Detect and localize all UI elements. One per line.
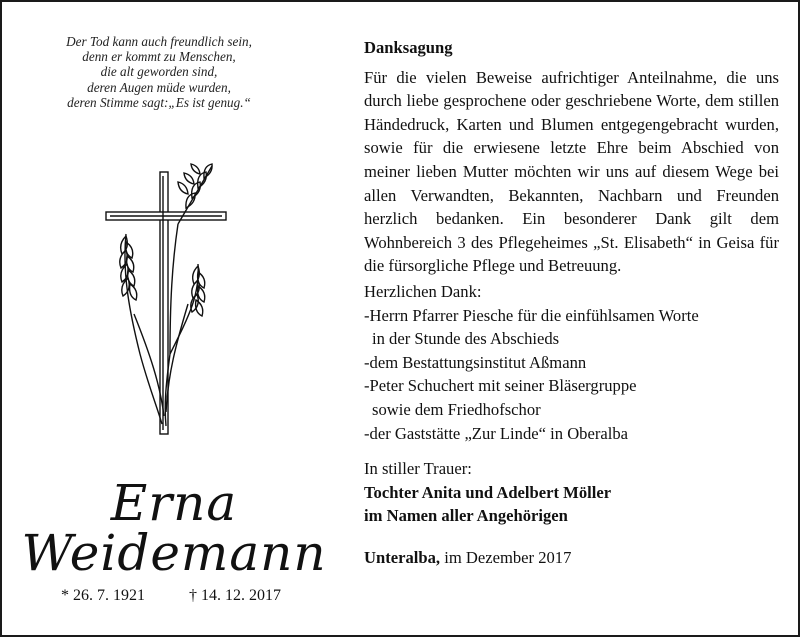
birth-date: * 26. 7. 1921 xyxy=(61,587,145,604)
death-date: † 14. 12. 2017 xyxy=(189,587,281,604)
place-name: Unteralba, xyxy=(364,547,441,567)
heading-danksagung: Danksagung xyxy=(364,38,453,57)
mourners-line-1: Tochter Anita und Adelbert Möller xyxy=(364,482,612,502)
list-item: in der Stunde des Abschieds xyxy=(372,329,560,349)
thanks-paragraph: Für die vielen Beweise aufrichtiger Anteilnahme, die uns durch liebe gesprochene oder geschriebene Worte, dem stillen Händedruck, Karten und Blumen entgegengebracht wurden, sowie für die erwiesene letzte Ehre beim Abschied von meiner lieben Mutter möchten wir uns auf diesem Wege bei allen Verwandten, Bekannten, Nachbarn und Freunden herzlich bedanken. Ein besonderer Dank gilt dem Wohnbereich 3 des Pflegeheimes „St. Elisabeth“ in Geisa für die fürsorgliche Pflege und Betreuung. xyxy=(364,67,779,276)
list-item: -der Gaststätte „Zur Linde“ in Oberalba xyxy=(364,423,629,443)
mourners-line-2: im Namen aller Angehörigen xyxy=(364,506,568,526)
place-date-line xyxy=(364,546,779,570)
cross-with-wheat-icon xyxy=(100,154,250,444)
list-item: -Peter Schuchert mit seiner Bläsergruppe xyxy=(364,376,637,396)
poem-line: deren Augen müde wurden, xyxy=(87,79,231,95)
poem-line: Der Tod kann auch freundlich sein, xyxy=(66,34,252,49)
poem-line: die alt geworden sind, xyxy=(100,64,218,80)
date-text: im Dezember 2017 xyxy=(440,547,572,567)
deceased-last-name: Weidemann xyxy=(21,524,327,582)
list-item: sowie dem Friedhofschor xyxy=(372,399,541,419)
poem xyxy=(4,34,314,110)
list-item: -dem Bestattungsinstitut Aßmann xyxy=(364,352,587,372)
left-column xyxy=(4,4,352,635)
thanks-title: Herzlichen Dank: xyxy=(364,281,482,301)
poem-line: denn er kommt zu Menschen, xyxy=(82,49,236,65)
poem-line: deren Stimme sagt:„Es ist genug.“ xyxy=(67,94,251,110)
right-column xyxy=(364,36,779,569)
deceased-first-name: Erna xyxy=(110,474,238,532)
mourning-title: In stiller Trauer: xyxy=(364,459,472,479)
thanks-list xyxy=(364,304,779,446)
list-item: -Herrn Pfarrer Piesche für die einfühlsamen Worte xyxy=(364,305,699,325)
